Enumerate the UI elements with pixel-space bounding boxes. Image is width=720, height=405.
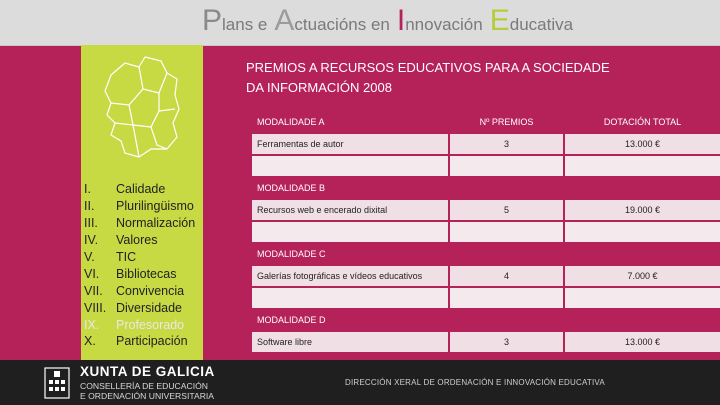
table-spacer-row [252,222,720,242]
list-item-number: VI. [84,266,100,281]
page-banner-title [202,6,580,40]
list-item-label: Diversidade [116,300,183,315]
table-spacer-row [252,156,720,176]
row-premios: 5 [450,200,563,220]
title-a-rest: ctuacións en [294,15,390,34]
awards-table [252,112,720,354]
title-p-rest: lans e [222,15,268,34]
list-item-label: Convivencia [116,283,185,298]
list-item-label: TIC [116,250,137,264]
row-name: Recursos web e encerado dixital [252,200,448,220]
row-dotacion: 19.000 € [565,200,720,220]
row-dotacion: 7.000 € [565,266,720,286]
page-title-line1: PREMIOS A RECURSOS EDUCATIVOS PARA A SOCIEDADE [246,60,610,75]
list-item-number: II. [84,199,95,214]
table-row [252,266,720,286]
list-item-label: Valores [116,233,158,248]
conselleria-label [80,381,214,401]
list-item [84,299,204,316]
title-i-rest: nnovación [405,15,483,34]
page-title-line2: DA INFORMACIÓN 2008 [246,80,392,95]
row-dotacion: 13.000 € [565,332,720,352]
title-p-initial: P [202,4,223,37]
xunta-crest-icon [44,367,70,399]
row-premios: 4 [450,266,563,286]
list-item-number: X. [84,334,96,349]
direccion-label: DIRECCIÓN XERAL DE ORDENACIÓN E INNOVACIÓN EDUCATIVA [345,378,605,387]
spacer-cell [252,156,448,176]
title-e-rest: ducativa [509,15,574,34]
row-name: Software libre [252,332,448,352]
row-dotacion: 13.000 € [565,134,720,154]
list-item [84,215,204,232]
spacer-cell [450,288,563,308]
list-item-number: VIII. [84,300,107,315]
row-premios: 3 [450,134,563,154]
list-item [84,265,204,282]
list-item-number: V. [84,250,95,264]
modalidade-b-header: MODALIDADE B [252,178,720,198]
modalidade-a-header: MODALIDADE A [252,112,448,132]
header-bar [0,0,720,46]
title-a-initial: A [274,4,295,37]
list-item [84,282,204,299]
list-item-number: IV. [84,233,99,248]
table-row [252,332,720,352]
column-header-premios: Nº PREMIOS [450,112,563,132]
modalidade-c-header-row [252,244,720,264]
list-item-number: III. [84,216,98,231]
left-panel [81,45,203,360]
modalidade-c-header: MODALIDADE C [252,244,720,264]
spacer-cell [252,222,448,242]
spacer-cell [450,156,563,176]
title-e-initial: E [489,4,510,37]
list-item [84,198,204,215]
table-spacer-row [252,288,720,308]
modalidade-d-header-row [252,310,720,330]
table-row [252,134,720,154]
list-item [84,232,204,249]
list-item [84,249,204,266]
spacer-cell [565,156,720,176]
modalidade-b-header-row [252,178,720,198]
list-item-number: IX. [84,317,100,332]
list-item-label: Plurilingüismo [116,199,194,214]
column-header-dotacion: DOTACIÓN TOTAL [565,112,720,132]
row-premios: 3 [450,332,563,352]
list-item-label: Normalización [116,216,196,231]
conselleria-line2: E ORDENACIÓN UNIVERSITARIA [80,391,215,401]
priority-list [84,181,204,350]
modalidade-d-header: MODALIDADE D [252,310,720,330]
conselleria-line1: CONSELLERÍA DE EDUCACIÓN [80,381,208,391]
list-item [84,316,204,333]
table-row [252,200,720,220]
list-item-label: Profesorado [116,317,185,332]
table-header-row [252,112,720,132]
list-item-number: VII. [84,283,103,298]
list-item-label: Calidade [116,182,166,197]
list-item-label: Bibliotecas [116,266,177,281]
row-name: Galerías fotográficas e vídeos educativos [252,266,448,286]
row-name: Ferramentas de autor [252,134,448,154]
xunta-label: XUNTA DE GALICIA [80,364,215,379]
spacer-cell [565,222,720,242]
galicia-map-icon [81,45,203,175]
list-item-number: I. [84,182,91,197]
spacer-cell [252,288,448,308]
list-item-label: Participación [116,334,188,349]
list-item [84,181,204,198]
spacer-cell [450,222,563,242]
footer-bar [0,360,720,405]
spacer-cell [565,288,720,308]
list-item [84,333,204,350]
page-title [246,58,706,98]
title-i-initial: I [396,4,406,37]
